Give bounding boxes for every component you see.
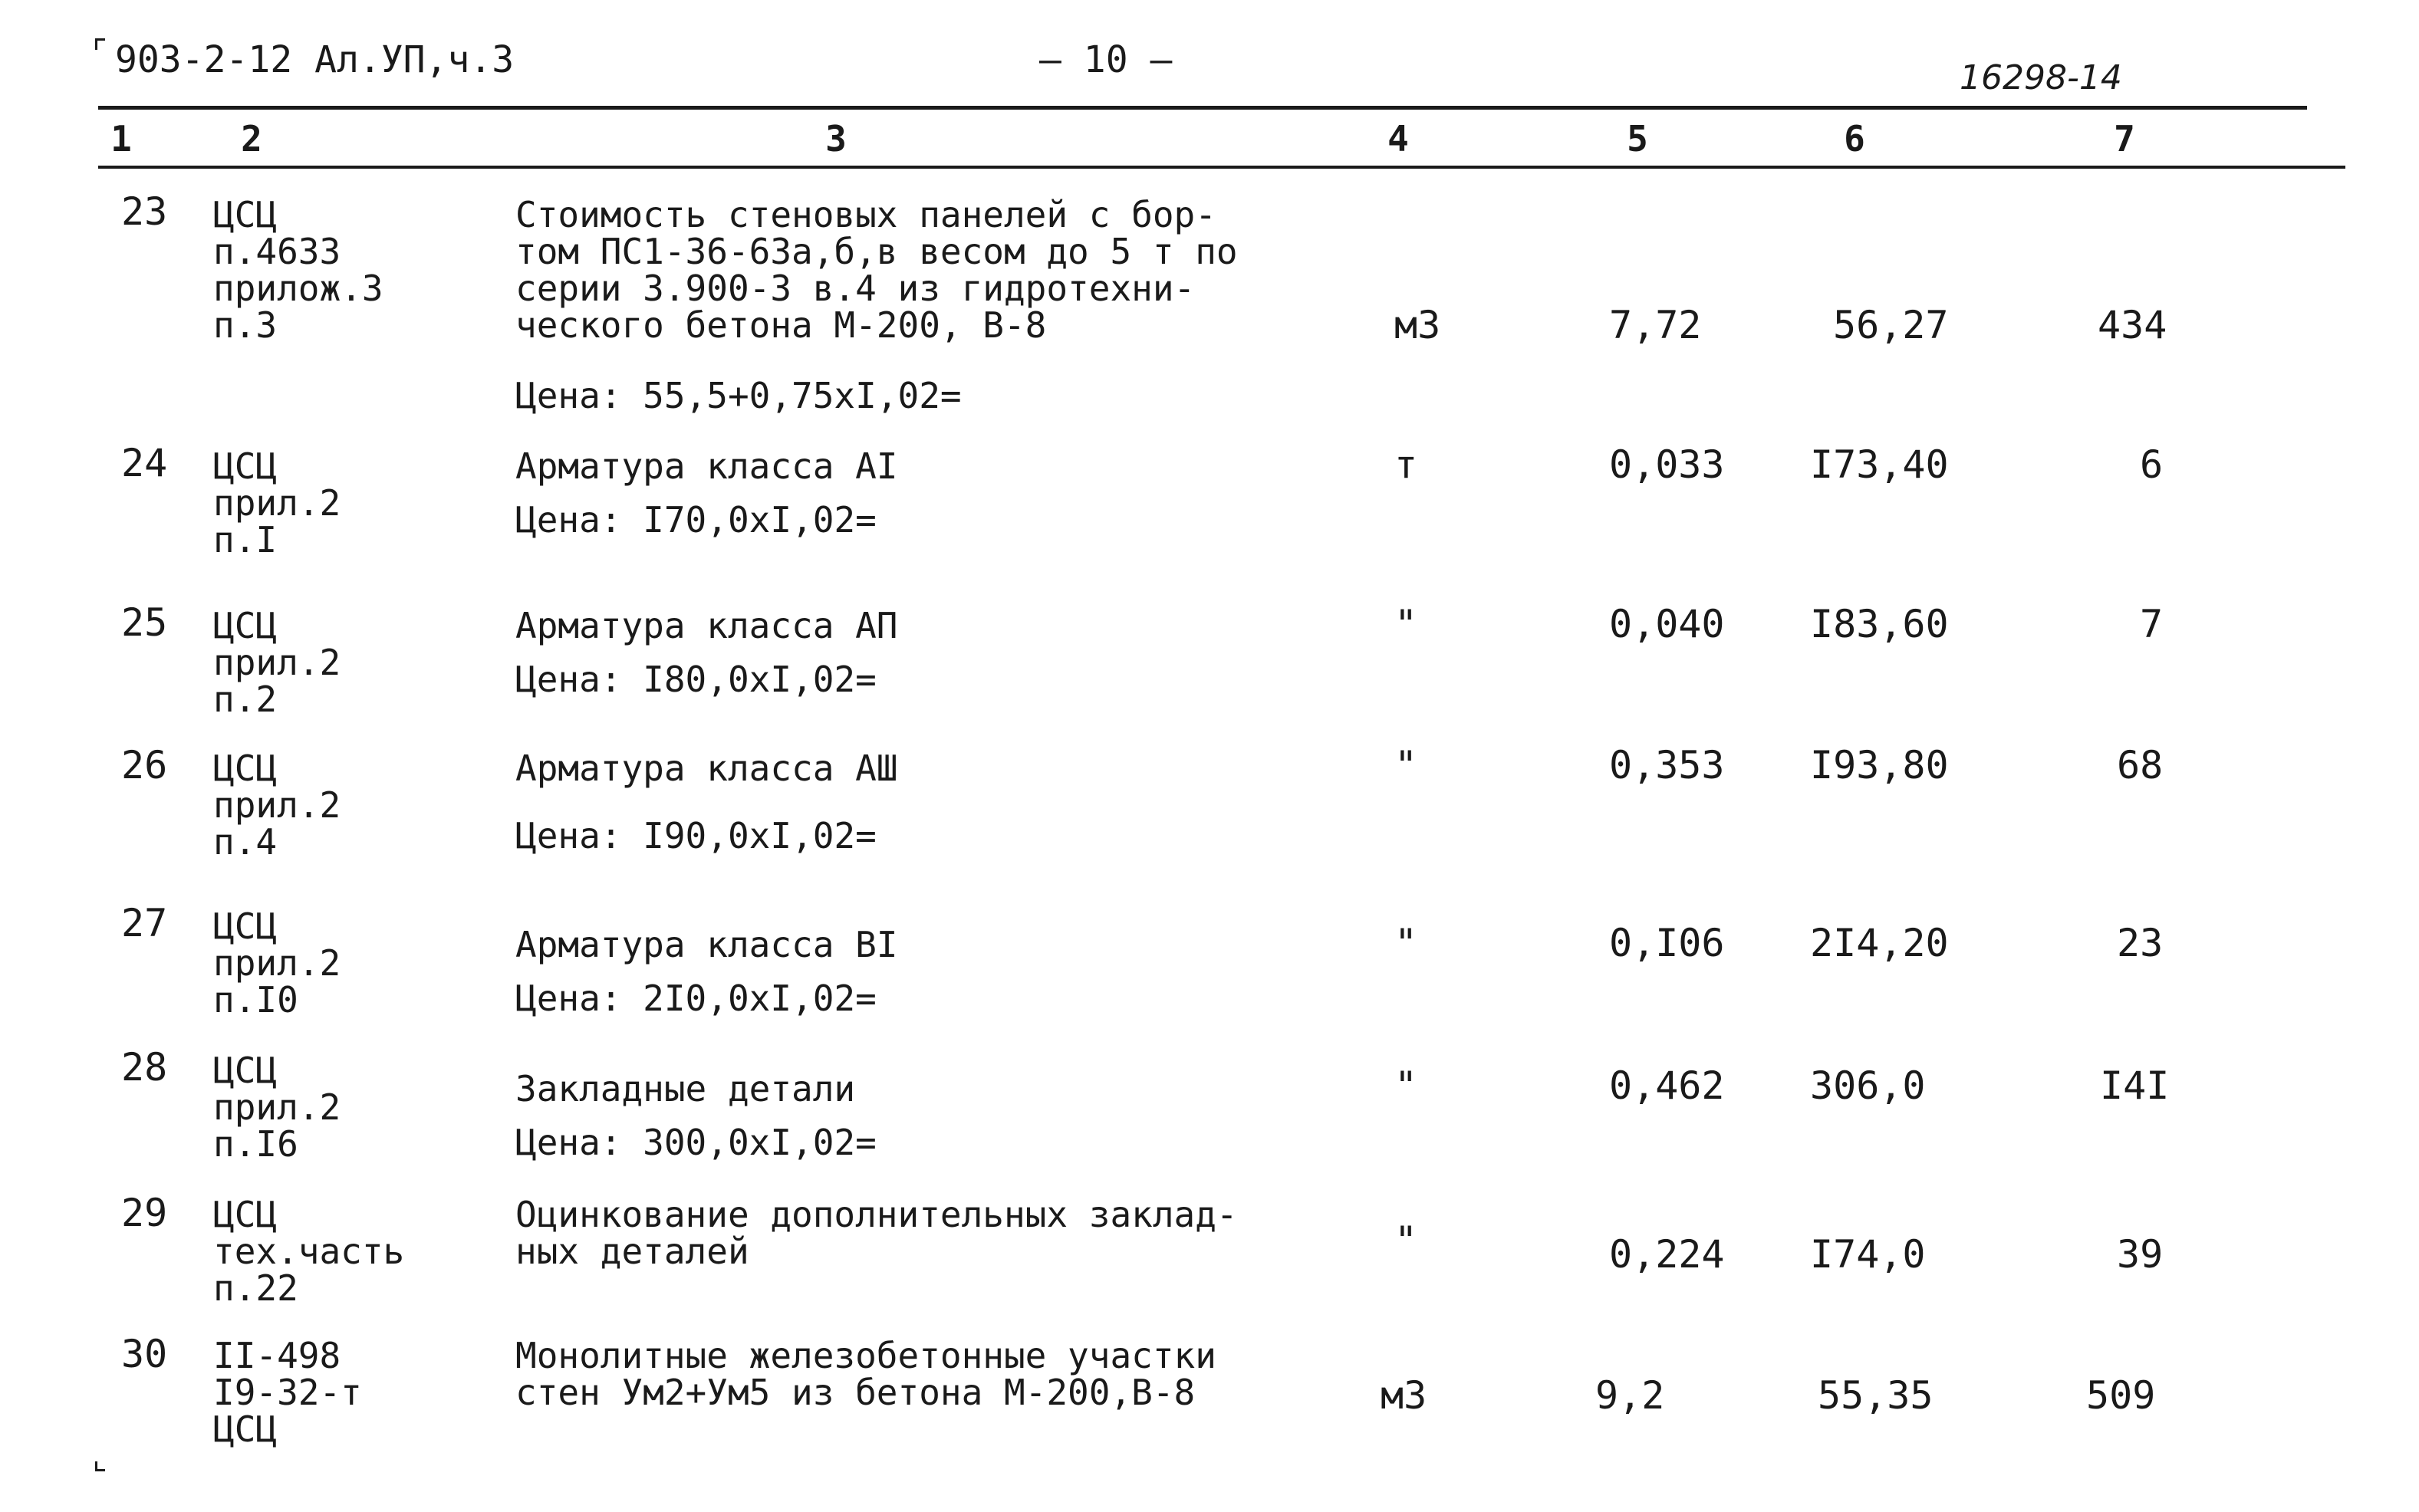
item-description: Монолитные железобетонные участки стен Ум2+Ум5 из бетона М-200,В-8 bbox=[515, 1335, 1216, 1413]
unit: " bbox=[1394, 1063, 1418, 1108]
item-description: Закладные детали bbox=[515, 1068, 856, 1109]
row-number: 25 bbox=[121, 600, 168, 645]
column-number-6: 6 bbox=[1844, 118, 1865, 159]
quantity: 0,I06 bbox=[1609, 921, 1725, 965]
unit-price: 306,0 bbox=[1810, 1063, 1926, 1108]
unit: м3 bbox=[1394, 303, 1441, 347]
reference-code: ЦСЦ прил.2 п.I bbox=[213, 445, 341, 560]
unit-price: 2I4,20 bbox=[1810, 921, 1949, 965]
item-description: Арматура класса BI bbox=[515, 924, 898, 965]
archive-number: 16298-14 bbox=[1960, 58, 2122, 97]
unit: " bbox=[1394, 1218, 1418, 1263]
price-formula: Цена: 55,5+0,75xI,02= bbox=[515, 375, 962, 416]
reference-code: II-498 I9-32-т ЦСЦ bbox=[213, 1335, 362, 1450]
quantity: 7,72 bbox=[1609, 303, 1702, 347]
document-code: 903-2-12 Ал.УП,ч.3 bbox=[115, 38, 515, 81]
reference-code: ЦСЦ прил.2 п.2 bbox=[213, 605, 341, 720]
row-number: 30 bbox=[121, 1332, 168, 1376]
row-number: 28 bbox=[121, 1045, 168, 1090]
column-number-2: 2 bbox=[241, 118, 262, 159]
table-top-rule bbox=[98, 106, 2307, 110]
reference-code: ЦСЦ прил.2 п.4 bbox=[213, 748, 341, 863]
quantity: 0,040 bbox=[1609, 602, 1725, 646]
unit: м3 bbox=[1381, 1373, 1427, 1418]
total-cost: 23 bbox=[2117, 921, 2164, 965]
column-number-4: 4 bbox=[1387, 118, 1409, 159]
unit: " bbox=[1394, 743, 1418, 787]
total-cost: I4I bbox=[2100, 1063, 2170, 1108]
column-number-5: 5 bbox=[1627, 118, 1648, 159]
unit-price: 56,27 bbox=[1833, 303, 1949, 347]
price-formula: Цена: 2I0,0xI,02= bbox=[515, 978, 877, 1019]
column-number-7: 7 bbox=[2114, 118, 2135, 159]
column-number-1: 1 bbox=[110, 118, 132, 159]
reference-code: ЦСЦ прил.2 п.I0 bbox=[213, 906, 341, 1021]
unit-price: I74,0 bbox=[1810, 1232, 1926, 1277]
item-description: Арматура класса AI bbox=[515, 445, 898, 487]
total-cost: 7 bbox=[2140, 602, 2164, 646]
total-cost: 6 bbox=[2140, 442, 2164, 487]
reference-code: ЦСЦ прил.2 п.I6 bbox=[213, 1050, 341, 1165]
price-formula: Цена: 300,0xI,02= bbox=[515, 1122, 877, 1163]
quantity: 9,2 bbox=[1595, 1373, 1665, 1418]
item-description: Арматура класса АШ bbox=[515, 748, 898, 789]
price-formula: Цена: I80,0xI,02= bbox=[515, 659, 877, 700]
quantity: 0,224 bbox=[1609, 1232, 1725, 1277]
unit-price: 55,35 bbox=[1818, 1373, 1934, 1418]
item-description: Арматура класса АП bbox=[515, 605, 898, 646]
quantity: 0,033 bbox=[1609, 442, 1725, 487]
total-cost: 68 bbox=[2117, 743, 2164, 787]
header-bottom-rule bbox=[98, 166, 2345, 169]
column-number-3: 3 bbox=[825, 118, 847, 159]
unit: т bbox=[1394, 442, 1418, 487]
total-cost: 509 bbox=[2086, 1373, 2156, 1418]
unit-price: I83,60 bbox=[1810, 602, 1949, 646]
row-number: 26 bbox=[121, 743, 168, 787]
item-description: Оцинкование дополнительных заклад- ных деталей bbox=[515, 1194, 1238, 1272]
corner-mark-bottom-left bbox=[95, 1461, 105, 1471]
corner-mark-top-left bbox=[95, 38, 105, 50]
reference-code: ЦСЦ п.4633 прилож.3 п.3 bbox=[213, 194, 383, 346]
page-number: — 10 — bbox=[1039, 38, 1173, 81]
quantity: 0,462 bbox=[1609, 1063, 1725, 1108]
unit: " bbox=[1394, 921, 1418, 965]
unit-price: I93,80 bbox=[1810, 743, 1949, 787]
item-description: Стоимость стеновых панелей с бор- том ПС1-36-63а,б,в весом до 5 т по серии 3.900-3 в.4 из гидротехни- ческого бетона М-200, В-8 bbox=[515, 194, 1238, 346]
total-cost: 434 bbox=[2098, 303, 2167, 347]
price-formula: Цена: I70,0xI,02= bbox=[515, 499, 877, 541]
total-cost: 39 bbox=[2117, 1232, 2164, 1277]
quantity: 0,353 bbox=[1609, 743, 1725, 787]
row-number: 29 bbox=[121, 1191, 168, 1235]
reference-code: ЦСЦ тех.часть п.22 bbox=[213, 1194, 405, 1309]
price-formula: Цена: I90,0xI,02= bbox=[515, 815, 877, 856]
unit: " bbox=[1394, 602, 1418, 646]
row-number: 24 bbox=[121, 441, 168, 485]
unit-price: I73,40 bbox=[1810, 442, 1949, 487]
row-number: 23 bbox=[121, 189, 168, 234]
row-number: 27 bbox=[121, 901, 168, 945]
